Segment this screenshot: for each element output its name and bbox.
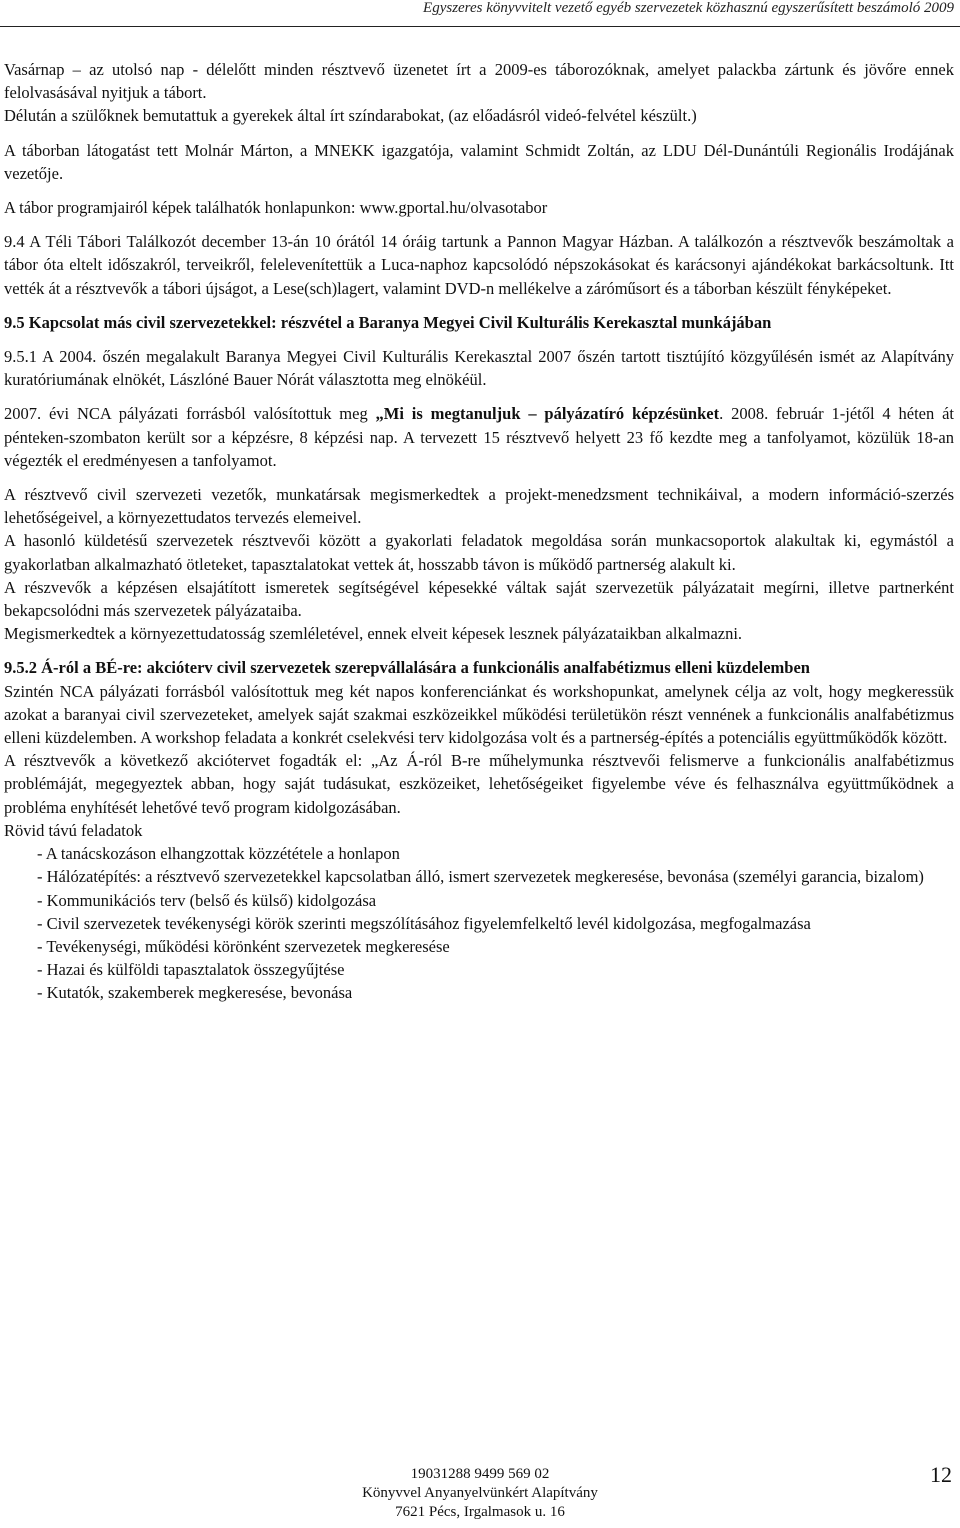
- header-rule: [0, 26, 960, 27]
- paragraph: Délután a szülőknek bemutattuk a gyerekek által írt színdarabokat, (az előadásról videó-felvétel készült.): [4, 106, 697, 126]
- list-item: - A tanácskozáson elhangzottak közzététele a honlapon: [37, 844, 400, 864]
- footer-tax-id: 19031288 9499 569 02: [410, 1466, 550, 1482]
- list-title: Rövid távú feladatok: [4, 820, 143, 840]
- paragraph-link: A tábor programjairól képek találhatók honlapunkon: www.gportal.hu/olvasotabor: [4, 198, 548, 218]
- list-item: - Kutatók, szakemberek megkeresése, bevonása: [37, 983, 353, 1003]
- running-header: Egyszeres könyvvitelt vezető egyéb szervezetek közhasznú egyszerűsített beszámoló 2009: [423, 0, 954, 16]
- footer-address: 7621 Pécs, Irgalmasok u. 16: [395, 1504, 565, 1520]
- footer: [0, 1465, 960, 1522]
- paragraph: 2007. évi NCA pályázati forrásból valósítottuk meg „Mi is megtanuljuk – pályázatíró képzésünket. 2008. február 1-jétől 4 héten át pénteken-szombaton került sor a képzésre, 8 képzési nap. A tervezett 15 résztvevő helyett 23 fő kezdte meg a tanfolyamot, közülük 18-an végezték el eredményesen a tanfolyamot.: [4, 404, 955, 470]
- page-number: 12: [930, 1462, 952, 1487]
- section-9-5-1: 9.5.1 A 2004. őszén megalakult Baranya Megyei Civil Kulturális Kerekasztal 2007 őszén tartott tisztújító közgyűlésén ismét az Alapítvány kuratóriumának elnökét, Lászlóné Bauer Nórát választotta meg elnökéül.: [4, 347, 954, 390]
- list-item: - Hazai és külföldi tapasztalatok összegyűjtése: [37, 960, 345, 980]
- section-9-4: 9.4 A Téli Tábori Találkozót december 13-án 10 órától 14 óráig tartunk a Pannon Magyar Házban. A találkozón a résztvevők beszámoltak a tábor óta eltelt időszakról, terveikről, felelevenítettük a Luca-naphoz kapcsolódó népszokásokat és karácsonyi ajándékokat barkácsoltunk. Itt vették át a résztvevők a tábori újságot, a Lese(sch)lagert, valamint DVD-n mellékelve a záróműsort és a táborban készült fényképeket.: [4, 232, 954, 298]
- paragraph: A résztvevők a következő akciótervet fogadták el: „Az Á-ról B-re műhelymunka résztvevői felismerve a funkcionális analfabétizmus problémáját, megegyeztek abban, hogy saját tudásukat, eszközeiket, lehetőségeiket figyelembe véve és felhasználva együttműködnek a probléma enyhítését lehetővé tevő program kidolgozásában.: [4, 751, 954, 817]
- footer-organization: Könyvvel Anyanyelvünkért Alapítvány: [362, 1485, 598, 1501]
- list-item: - Civil szervezetek tevékenységi körök szerinti megszólításához figyelemfelkeltő levél kidolgozása, megfogalmazása: [37, 913, 811, 933]
- paragraph: A résztvevő civil szervezeti vezetők, munkatársak megismerkedtek a projekt-menedzsment technikáival, a modern információ-szerzés lehetőségeivel, a környezettudatos tervezés elemeivel.: [4, 485, 954, 528]
- paragraph: A táborban látogatást tett Molnár Márton, a MNEKK igazgatója, valamint Schmidt Zoltán, az LDU Dél-Dunántúli Regionális Irodájának vezetője.: [4, 140, 954, 183]
- paragraph: Vasárnap – az utolsó nap - délelőtt minden résztvevő üzenetet írt a 2009-es táborozóknak, amelyet palackba zártunk és jövőre ennek felolvasásával nyitjuk a tábort.: [4, 60, 954, 103]
- list-item: - Hálózatépítés: a résztvevő szervezetekkel kapcsolatban álló, ismert szervezetek megkeresése, bevonása (személyi garancia, bizalom): [37, 867, 924, 887]
- paragraph: Szintén NCA pályázati forrásból valósítottuk meg két napos konferenciánkat és workshopunkat, amelynek célja az volt, hogy megkeressük azokat a baranyai civil szervezeteket, amelyek saját szakmai eszközeikkel működési területükön részt vennének a funkcionális analfabétizmus elleni küzdelemben. A workshop feladata a konkrét cselekvési terv kidolgozása volt és a partnerség-építés a potenciális együttműködők között.: [4, 681, 954, 748]
- list-item: - Tevékenységi, működési körönként szervezetek megkeresése: [37, 936, 450, 956]
- paragraph: Megismerkedtek a környezettudatosság szemléletével, ennek elveit képesek lesznek pályázataikban alkalmazni.: [4, 624, 743, 644]
- paragraph: A részvevők a képzésen elsajátított ismeretek segítségével képesekké váltak saját szervezetük pályázatait megírni, illetve partnerként bekapcsolódni más szervezetek pályázataiba.: [4, 577, 954, 621]
- paragraph: A hasonló küldetésű szervezetek résztvevői között a gyakorlati feladatok megoldása során munkacsoportok alakultak ki, egymástól a gyakorlatban alkalmazható ötleteket, tapasztalatokat vettek át, hosszabb távon is működő partnerség alakult ki.: [4, 531, 954, 574]
- task-list: [37, 842, 954, 1004]
- heading-9-5: 9.5 Kapcsolat más civil szervezetekkel: részvétel a Baranya Megyei Civil Kulturális Kerekasztal munkájában: [4, 312, 772, 332]
- page-body: [4, 58, 954, 1005]
- list-item: - Kommunikációs terv (belső és külső) kidolgozása: [37, 890, 377, 910]
- heading-9-5-2: 9.5.2 Á-ról a BÉ-re: akcióterv civil szervezetek szerepvállalására a funkcionális analfabétizmus elleni küzdelemben: [4, 658, 810, 678]
